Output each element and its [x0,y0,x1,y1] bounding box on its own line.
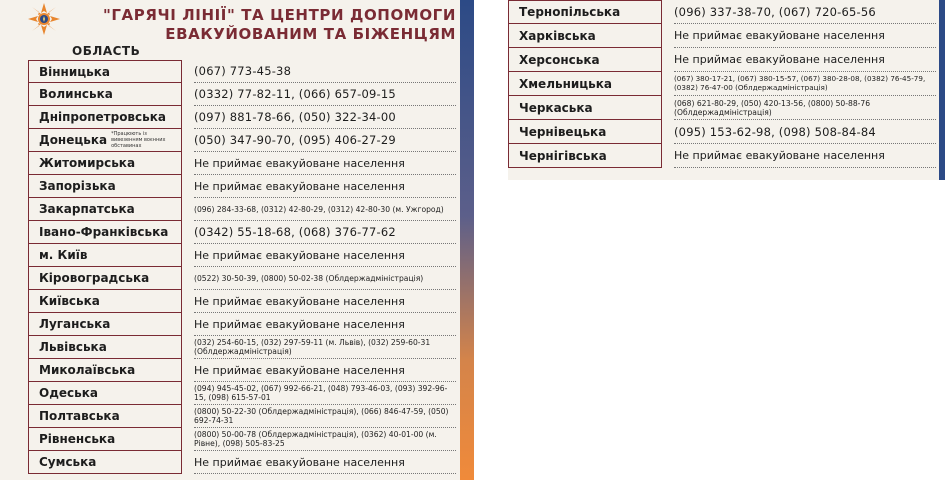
region-name-cell [508,48,662,72]
table-row [28,221,456,244]
region-name: Чернівецька [519,124,607,139]
table-row [28,451,456,474]
region-name-cell [508,96,662,120]
region-name: Дніпропетровська [39,110,166,124]
region-name-cell [28,175,182,198]
decorative-gradient-strip [460,0,474,480]
page-title [84,6,456,44]
region-name-cell [28,83,182,106]
region-name: Херсонська [519,52,600,67]
region-name-cell [508,144,662,168]
hotline-contact-cell: (032) 254-60-15, (032) 297-59-11 (м. Львів), (032) 259-60-31 (Облдержадміністрація) [194,336,456,359]
region-name: Тернопільська [519,5,621,19]
table-row [508,96,938,120]
region-name: Львівська [39,340,107,354]
table-row [28,428,456,451]
hotline-contact-cell: (096) 284-33-68, (0312) 42-80-29, (0312) 42-80-30 (м. Ужгород) [194,198,456,221]
table-row [508,24,938,48]
hotline-contact-cell: (094) 945-45-02, (067) 992-66-21, (048) 793-46-03, (093) 392-96-15, (098) 615-57-01 [194,382,456,405]
region-name: Житомирська [39,156,136,170]
region-name-cell [508,0,662,24]
hotline-contact-cell: Не приймає евакуйоване населення [194,313,456,336]
hotline-contact-cell: (068) 621-80-29, (050) 420-13-56, (0800) 50-88-76 (Облдержадміністрація) [674,96,936,120]
table-row [28,382,456,405]
region-name: Харківська [519,28,596,43]
table-row [28,60,456,83]
table-row [508,144,938,168]
hotline-contact-cell: (067) 773-45-38 [194,60,456,83]
region-name-cell [28,336,182,359]
hotline-contact-cell: (0332) 77-82-11, (066) 657-09-15 [194,83,456,106]
hotline-contact-cell: (0800) 50-00-78 (Облдержадміністрація), (0362) 40-01-00 (м. Рівне), (098) 505-83-25 [194,428,456,451]
region-name: Чернігівська [519,148,607,163]
region-name: Луганська [39,317,111,331]
table-row [28,244,456,267]
table-row [28,359,456,382]
region-name-cell [508,72,662,96]
region-name: Кіровоградська [39,271,150,285]
region-name: м. Київ [39,248,88,262]
table-row [28,152,456,175]
region-name-cell [28,152,182,175]
hotline-contact-cell: (096) 337-38-70, (067) 720-65-56 [674,0,936,24]
table-row [508,48,938,72]
table-row [28,198,456,221]
hotline-contact-cell: Не приймає евакуйоване населення [194,244,456,267]
hotline-table-left [28,60,456,474]
right-poster-panel [508,0,943,180]
table-row [28,405,456,428]
region-name: Донецька [39,133,108,147]
region-name: Запорізька [39,179,116,193]
hotline-contact-cell: Не приймає евакуйоване населення [194,359,456,382]
table-row [28,290,456,313]
title-line-1: "ГАРЯЧІ ЛІНІЇ" ТА ЦЕНТРИ ДОПОМОГИ [102,6,456,24]
region-name: Миколаївська [39,363,136,377]
hotline-contact-cell: Не приймає евакуйоване населення [674,48,936,72]
hotline-contact-cell: (095) 153-62-98, (098) 508-84-84 [674,120,936,144]
region-name: Хмельницька [519,76,612,91]
region-name-cell [508,120,662,144]
table-row [508,0,938,24]
hotline-contact-cell: (050) 347-90-70, (095) 406-27-29 [194,129,456,152]
region-name-cell [28,428,182,451]
hotline-table-right [508,0,938,168]
region-footnote: *Працюють із вивезенням воєнних обставинах [111,131,166,149]
hotline-contact-cell: (0800) 50-22-30 (Облдержадміністрація), (066) 846-47-59, (050) 692-74-31 [194,405,456,428]
hotline-contact-cell: Не приймає евакуйоване населення [194,451,456,474]
table-row [28,129,456,152]
hotline-contact-cell: (0522) 30-50-39, (0800) 50-02-38 (Облдержадміністрація) [194,267,456,290]
region-name: Сумська [39,455,97,469]
region-name: Полтавська [39,409,120,423]
table-row [28,83,456,106]
region-name-cell [28,198,182,221]
hotline-contact-cell: Не приймає евакуйоване населення [194,290,456,313]
table-row [508,72,938,96]
title-line-2: ЕВАКУЙОВАНИМ ТА БІЖЕНЦЯМ [165,25,456,43]
hotline-contact-cell: Не приймає евакуйоване населення [674,24,936,48]
emergency-service-emblem-icon [28,3,60,35]
region-name: Закарпатська [39,202,135,216]
region-name: Одеська [39,386,98,400]
decorative-edge [939,0,945,180]
region-column-header: ОБЛАСТЬ [72,44,141,58]
region-name-cell [28,359,182,382]
region-name-cell [28,244,182,267]
region-name-cell [28,313,182,336]
table-row [28,267,456,290]
table-row [28,313,456,336]
hotline-contact-cell: (097) 881-78-66, (050) 322-34-00 [194,106,456,129]
region-name: Київська [39,294,100,308]
region-name: Вінницька [39,64,110,79]
region-name-cell [28,451,182,474]
hotline-contact-cell: Не приймає евакуйоване населення [194,152,456,175]
hotline-contact-cell: (067) 380-17-21, (067) 380-15-57, (067) 380-28-08, (0382) 76-45-79, (0382) 76-47-00 (Облдержадміністрація) [674,72,936,96]
region-name-cell [28,221,182,244]
table-row [508,120,938,144]
region-name-cell [508,24,662,48]
region-name-cell [28,405,182,428]
region-name-cell [28,382,182,405]
region-name-cell [28,129,182,152]
region-name-cell [28,267,182,290]
hotline-contact-cell: Не приймає евакуйоване населення [674,144,936,168]
region-name-cell [28,60,182,83]
region-name: Черкаська [519,100,593,115]
region-name: Івано-Франківська [39,225,169,239]
table-row [28,106,456,129]
region-name-cell [28,106,182,129]
hotline-contact-cell: (0342) 55-18-68, (068) 376-77-62 [194,221,456,244]
table-row [28,175,456,198]
hotline-contact-cell: Не приймає евакуйоване населення [194,175,456,198]
region-name: Волинська [39,87,113,101]
region-name: Рівненська [39,432,116,446]
table-row [28,336,456,359]
region-name-cell [28,290,182,313]
left-poster-panel [0,0,460,480]
